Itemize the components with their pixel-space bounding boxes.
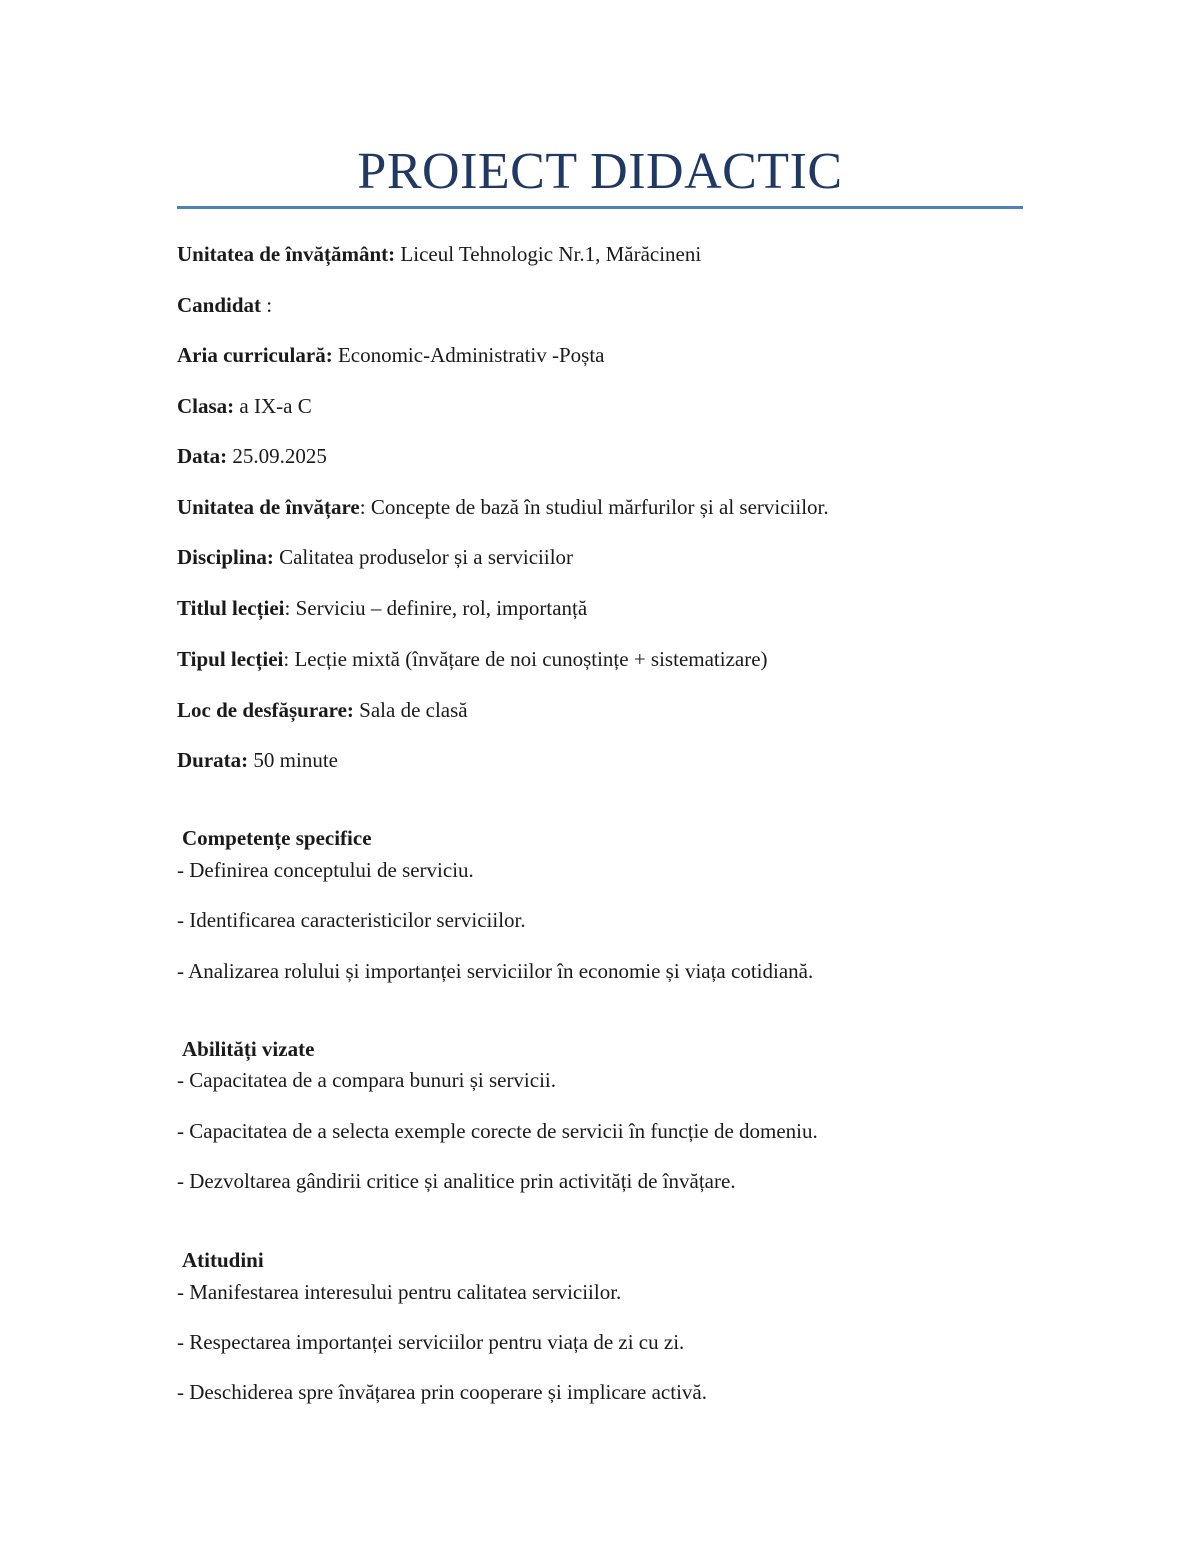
- section-heading-competente: Competențe specifice: [182, 826, 372, 850]
- section-heading-abilitati: Abilități vizate: [182, 1037, 315, 1061]
- field-value: Liceul Tehnologic Nr.1, Mărăcineni: [395, 242, 702, 266]
- document-title: PROIECT DIDACTIC: [357, 143, 843, 200]
- list-item: - Deschiderea spre învățarea prin cooperare și implicare activă.: [177, 1380, 707, 1404]
- field-label: Durata:: [177, 748, 249, 772]
- field-value: 50 minute: [248, 748, 338, 772]
- field-value: a IX-a C: [234, 394, 312, 418]
- field-disciplina: [177, 544, 573, 570]
- field-label: Unitatea de învățare: [177, 495, 360, 519]
- field-loc-desfasurare: [177, 697, 468, 723]
- field-value: Calitatea produselor și a serviciilor: [273, 545, 574, 569]
- field-durata: [177, 747, 338, 773]
- field-value: Economic-Administrativ -Poșta: [332, 343, 605, 367]
- field-value: : Concepte de bază în studiul mărfurilor și al serviciilor.: [359, 495, 829, 519]
- field-label: Titlul lecției: [177, 596, 285, 620]
- list-item: - Dezvoltarea gândirii critice și analitice prin activități de învățare.: [177, 1169, 736, 1193]
- field-clasa: [177, 393, 312, 419]
- list-item: - Respectarea importanței serviciilor pentru viața de zi cu zi.: [177, 1330, 685, 1354]
- field-label: Unitatea de învățământ:: [177, 242, 396, 266]
- list-item: - Definirea conceptului de serviciu.: [177, 858, 474, 882]
- field-aria-curriculara: [177, 342, 605, 368]
- field-label: Aria curriculară:: [177, 343, 333, 367]
- field-titlul-lectiei: [177, 595, 587, 621]
- title-underline: [177, 206, 1023, 209]
- field-value: :: [261, 293, 273, 317]
- list-item: - Capacitatea de a compara bunuri și servicii.: [177, 1068, 557, 1092]
- field-tipul-lectiei: [177, 646, 768, 672]
- field-candidat: [177, 292, 272, 318]
- list-item: - Identificarea caracteristicilor serviciilor.: [177, 908, 526, 932]
- field-label: Candidat: [177, 293, 262, 317]
- field-unitatea-invatare: [177, 494, 829, 520]
- list-item: - Capacitatea de a selecta exemple corecte de servicii în funcție de domeniu.: [177, 1119, 818, 1143]
- field-label: Tipul lecției: [177, 647, 284, 671]
- field-value: 25.09.2025: [227, 444, 327, 468]
- field-label: Disciplina:: [177, 545, 274, 569]
- field-data: [177, 443, 327, 469]
- field-label: Loc de desfășurare:: [177, 698, 354, 722]
- field-value: : Serviciu – definire, rol, importanță: [284, 596, 588, 620]
- field-unitatea-invatamant: [177, 241, 701, 267]
- section-heading-atitudini: Atitudini: [182, 1248, 264, 1272]
- field-label: Data:: [177, 444, 228, 468]
- field-value: : Lecție mixtă (învățare de noi cunoștințe + sistematizare): [283, 647, 768, 671]
- list-item: - Manifestarea interesului pentru calitatea serviciilor.: [177, 1280, 622, 1304]
- field-value: Sala de clasă: [353, 698, 468, 722]
- list-item: - Analizarea rolului și importanței serviciilor în economie și viața cotidiană.: [177, 959, 814, 983]
- field-label: Clasa:: [177, 394, 235, 418]
